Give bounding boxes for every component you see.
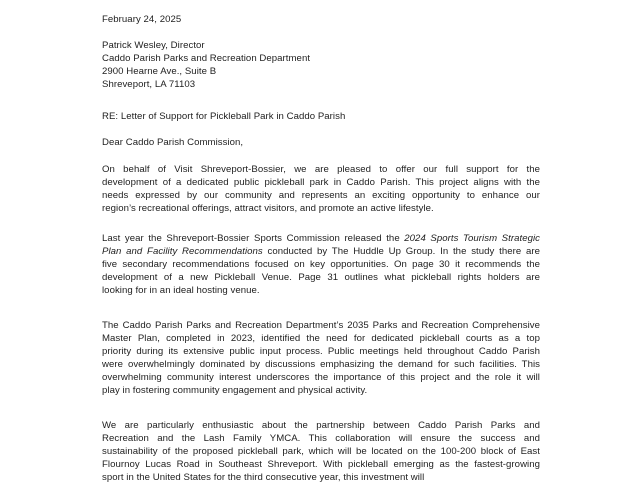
letter-date (102, 13, 540, 26)
salutation (102, 136, 540, 149)
paragraph-line: On behalf of Visit Shreveport-Bossier, we are pleased to offer our full support for the (102, 164, 540, 175)
paragraph-1 (102, 163, 540, 215)
paragraph-line: We are particularly enthusiastic about the partnership between Caddo Parish Parks and (102, 420, 540, 431)
recipient-address-line2: Shreveport, LA 71103 (102, 79, 196, 90)
paragraph-line: sustainability of the proposed pickleball park, which will be located on the 100-200 block of East (102, 446, 540, 457)
date-text: February 24, 2025 (102, 14, 182, 25)
paragraph-line: needs expressed by our community and represents an exciting opportunity to enhance our (102, 190, 540, 201)
paragraph-line: Recreation and the Lash Family YMCA. This collaboration will ensure the success and (102, 433, 540, 444)
paragraph-line (102, 232, 540, 245)
recipient-name-title: Patrick Wesley, Director (102, 40, 205, 51)
recipient-organization: Caddo Parish Parks and Recreation Department (102, 53, 311, 64)
paragraph-2 (102, 232, 540, 297)
paragraph-line: were overwhelmingly dominated by discussions emphasizing the demand for such facilities. This (102, 359, 540, 370)
report-title-italic: 2024 Sports Tourism Strategic (404, 233, 540, 244)
paragraph-line: overwhelming community interest underscores the importance of this project and the role it will (102, 372, 540, 383)
paragraph-line: development of a new Pickleball Venue. Page 31 outlines what pickleball rights holders are (102, 272, 540, 283)
recipient-address-block (102, 39, 540, 91)
paragraph-line-cutoff: sport in the United States for the third consecutive year, this investment will (102, 472, 425, 483)
paragraph-line (102, 245, 540, 258)
salutation-text: Dear Caddo Parish Commission, (102, 137, 244, 148)
paragraph-line: play in fostering community engagement and physical activity. (102, 385, 368, 396)
paragraph-3 (102, 319, 540, 397)
paragraph-line: The Caddo Parish Parks and Recreation Department’s 2035 Parks and Recreation Comprehensive (102, 320, 540, 331)
paragraph-line: development of a dedicated public pickleball park in Caddo Parish. This project aligns with the (102, 177, 540, 188)
paragraph-line: priority during its extensive public input process. Public meetings held throughout Caddo Parish (102, 346, 540, 357)
paragraph-line: Flournoy Lucas Road in Southeast Shreveport. With pickleball emerging as the fastest-growing (102, 459, 540, 470)
subject-text: RE: Letter of Support for Pickleball Park in Caddo Parish (102, 111, 346, 122)
paragraph-line: Master Plan, completed in 2023, identified the need for dedicated pickleball courts as a top (102, 333, 540, 344)
paragraph-4 (102, 419, 540, 484)
report-title-italic: Plan and Facility Recommendations (102, 246, 263, 257)
paragraph-text: Last year the Shreveport-Bossier Sports Commission released the (102, 233, 405, 244)
paragraph-line: five secondary recommendations focused on key opportunities. On page 30 it recommends the (102, 259, 540, 270)
recipient-address-line1: 2900 Hearne Ave., Suite B (102, 66, 217, 77)
paragraph-line: looking for in an ideal hosting venue. (102, 285, 260, 296)
paragraph-text: conducted by The Huddle Up Group. In the study there are (262, 246, 540, 257)
paragraph-line: region’s recreational offerings, attract visitors, and promote an active lifestyle. (102, 203, 434, 214)
subject-line (102, 110, 540, 123)
